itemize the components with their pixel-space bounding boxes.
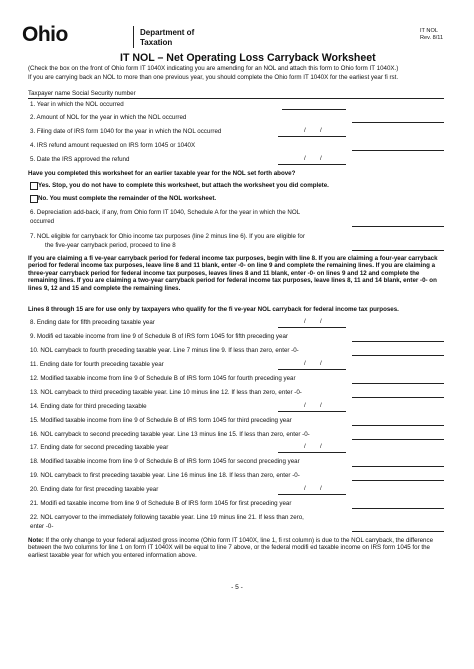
intro-instruction: (Check the box on the front of Ohio form IT 1040X indicating you are amending for an NOL and attach this form to Ohio form IT 1040X.): [28, 65, 399, 72]
carryback-period-instructions: If you are claiming a fi ve-year carryback period for federal income tax purposes, begin with line 8. If you are claiming a four-year carryback period for federal income tax purposes, leave line 8 and 11 blank, enter -0- on line 9 and complete the remaining lines. If you are claiming a three-year carryback period for federal income tax purposes, leaves lines 8 and 11 blank, enter -0- on lines 9 and 12 and complete the remaining lines. If you are claiming a two-year carryback period for federal income tax purposes, leave lines 8, 11 and 14 blank, enter -0- on lines 9, 12 and 15 and complete the remaining lines.: [28, 255, 438, 292]
line-4-label: 4. IRS refund amount requested on IRS form 1045 or 1040X: [30, 142, 196, 149]
line-7-field[interactable]: [352, 250, 444, 251]
line-15-label: 15. Modified taxable income from line 9 of Schedule B of IRS form 1045 for third preceding year: [30, 417, 292, 424]
date-separator: /: [304, 443, 306, 450]
line-9-field[interactable]: [352, 341, 444, 342]
date-separator: /: [320, 318, 322, 325]
date-separator: /: [320, 155, 322, 162]
line-14-label: 14. Ending date for third preceding taxable: [30, 403, 147, 410]
line-22-label: 22. NOL carryover to the immediately following taxable year. Line 19 minus line 21. If less than zero,: [30, 514, 304, 521]
line-2-field[interactable]: [352, 122, 444, 123]
no-option-text: No. You must complete the remainder of the NOL worksheet.: [38, 195, 217, 202]
date-separator: /: [304, 155, 306, 162]
yes-checkbox[interactable]: [30, 182, 38, 190]
line-5-field[interactable]: [278, 164, 346, 165]
line-11-label: 11. Ending date for fourth preceding taxable year: [30, 361, 164, 368]
line-19-field[interactable]: [352, 480, 444, 481]
line-8-label: 8. Ending date for fifth preceding taxable year: [30, 319, 155, 326]
no-checkbox[interactable]: [30, 195, 38, 203]
line-17-field[interactable]: [278, 452, 346, 453]
ohio-logo: [22, 22, 68, 48]
note-label: Note:: [28, 537, 44, 544]
line-18-label: 18. Modified taxable income from line 9 of Schedule B of IRS form 1045 for second preceding year: [30, 458, 300, 465]
dept-line-1: Department of: [140, 28, 195, 37]
note-body: If the only change to your federal adjusted gross income (Ohio form IT 1040X, line 1, fi rst column) is due to the NOL carryback, the difference between the two columns for line 1 on form IT 1040X will be equal to line 7 above, or the federal modifi ed taxable income on IRS form 1045 for the earliest taxable year for which you entered information above.: [28, 537, 434, 559]
line-4-field[interactable]: [352, 150, 444, 151]
line-10-field[interactable]: [352, 355, 444, 356]
date-separator: /: [304, 402, 306, 409]
date-separator: /: [320, 127, 322, 134]
line-22-label-cont: enter -0-: [30, 523, 54, 530]
line-16-label: 16. NOL carryback to second preceding taxable year. Line 13 minus line 15. If less than zero, enter -0-: [30, 431, 310, 438]
line-7-label: 7. NOL eligible for carryback for Ohio income tax purposes (line 2 minus line 6). If you are eligible for: [30, 233, 305, 240]
date-separator: /: [320, 443, 322, 450]
line-1-field[interactable]: [282, 109, 346, 110]
line-8-field[interactable]: [278, 327, 346, 328]
line-16-field[interactable]: [352, 439, 444, 440]
line-1-label: 1. Year in which the NOL occurred: [30, 101, 124, 108]
date-separator: /: [320, 485, 322, 492]
line-12-label: 12. Modified taxable income from line 9 of Schedule B of IRS form 1045 for fourth preceding year: [30, 375, 296, 382]
line-20-label: 20. Ending date for first preceding taxable year: [30, 486, 159, 493]
line-7-label-cont: the five-year carryback period, proceed to line 8: [45, 242, 176, 249]
page-title: IT NOL – Net Operating Loss Carryback Worksheet: [120, 52, 376, 64]
line-21-label: 21. Modifi ed taxable income from line 9 of Schedule B of IRS form 1045 for first preceding year: [30, 500, 292, 507]
line-3-field[interactable]: [278, 136, 346, 137]
logo-divider: [133, 26, 134, 48]
form-code: [420, 28, 443, 42]
line-6-label: 6. Depreciation add-back, if any, from Ohio form IT 1040, Schedule A for the year in which the NOL: [30, 209, 301, 216]
yes-option-text: Yes. Stop, you do not have to complete this worksheet, but attach the worksheet you did complete.: [38, 182, 329, 189]
form-code-text: IT NOL: [420, 28, 438, 34]
logo-text: Ohio: [22, 23, 68, 46]
line-3-label: 3. Filing date of IRS form 1040 for the year in which the NOL occurred: [30, 128, 222, 135]
page-number: - 5 -: [231, 584, 243, 591]
line-21-field[interactable]: [352, 508, 444, 509]
department-name: [140, 28, 194, 47]
line-2-label: 2. Amount of NOL for the year in which the NOL occurred: [30, 114, 187, 121]
lines-8-15-heading: Lines 8 through 15 are for use only by taxpayers who qualify for the fi ve-year NOL carryback for federal income tax purposes.: [28, 306, 399, 313]
date-separator: /: [320, 360, 322, 367]
line-11-field[interactable]: [278, 369, 346, 370]
line-19-label: 19. NOL carryback to first preceding taxable year. Line 16 minus line 18. If less than zero, enter -0-: [30, 472, 300, 479]
line-6-label-cont: occurred: [30, 218, 55, 225]
intro-earliest-year: If you are carrying back an NOL to more than one previous year, you should complete the Ohio form IT 1040X for the earliest year fi rst.: [28, 74, 399, 81]
dept-line-2: Taxation: [140, 37, 173, 47]
line-13-label: 13. NOL carryback to third preceding taxable year. Line 10 minus line 12. If less than zero, enter -0-: [30, 389, 302, 396]
line-5-label: 5. Date the IRS approved the refund: [30, 156, 130, 163]
line-22-field[interactable]: [352, 531, 444, 532]
line-13-field[interactable]: [352, 397, 444, 398]
form-revision: Rev. 8/11: [420, 34, 444, 41]
line-12-field[interactable]: [352, 383, 444, 384]
date-separator: /: [304, 318, 306, 325]
line-15-field[interactable]: [352, 425, 444, 426]
line-9-label: 9. Modifi ed taxable income from line 9 of Schedule B of IRS form 1045 for fifth preceding year: [30, 333, 288, 340]
line-18-field[interactable]: [352, 466, 444, 467]
date-separator: /: [304, 127, 306, 134]
line-14-field[interactable]: [278, 411, 346, 412]
date-separator: /: [320, 402, 322, 409]
earlier-year-question: Have you completed this worksheet for an earlier taxable year for the NOL set forth above?: [28, 170, 296, 177]
note-paragraph: [28, 537, 446, 559]
taxpayer-name-field[interactable]: [28, 98, 444, 99]
date-separator: /: [304, 485, 306, 492]
line-20-field[interactable]: [278, 494, 346, 495]
line-6-field[interactable]: [352, 226, 444, 227]
line-17-label: 17. Ending date for second preceding taxable year: [30, 444, 169, 451]
line-10-label: 10. NOL carryback to fourth preceding taxable year. Line 7 minus line 9. If less than zero, enter -0-: [30, 347, 299, 354]
taxpayer-label: Taxpayer name Social Security number: [28, 90, 136, 97]
date-separator: /: [304, 360, 306, 367]
